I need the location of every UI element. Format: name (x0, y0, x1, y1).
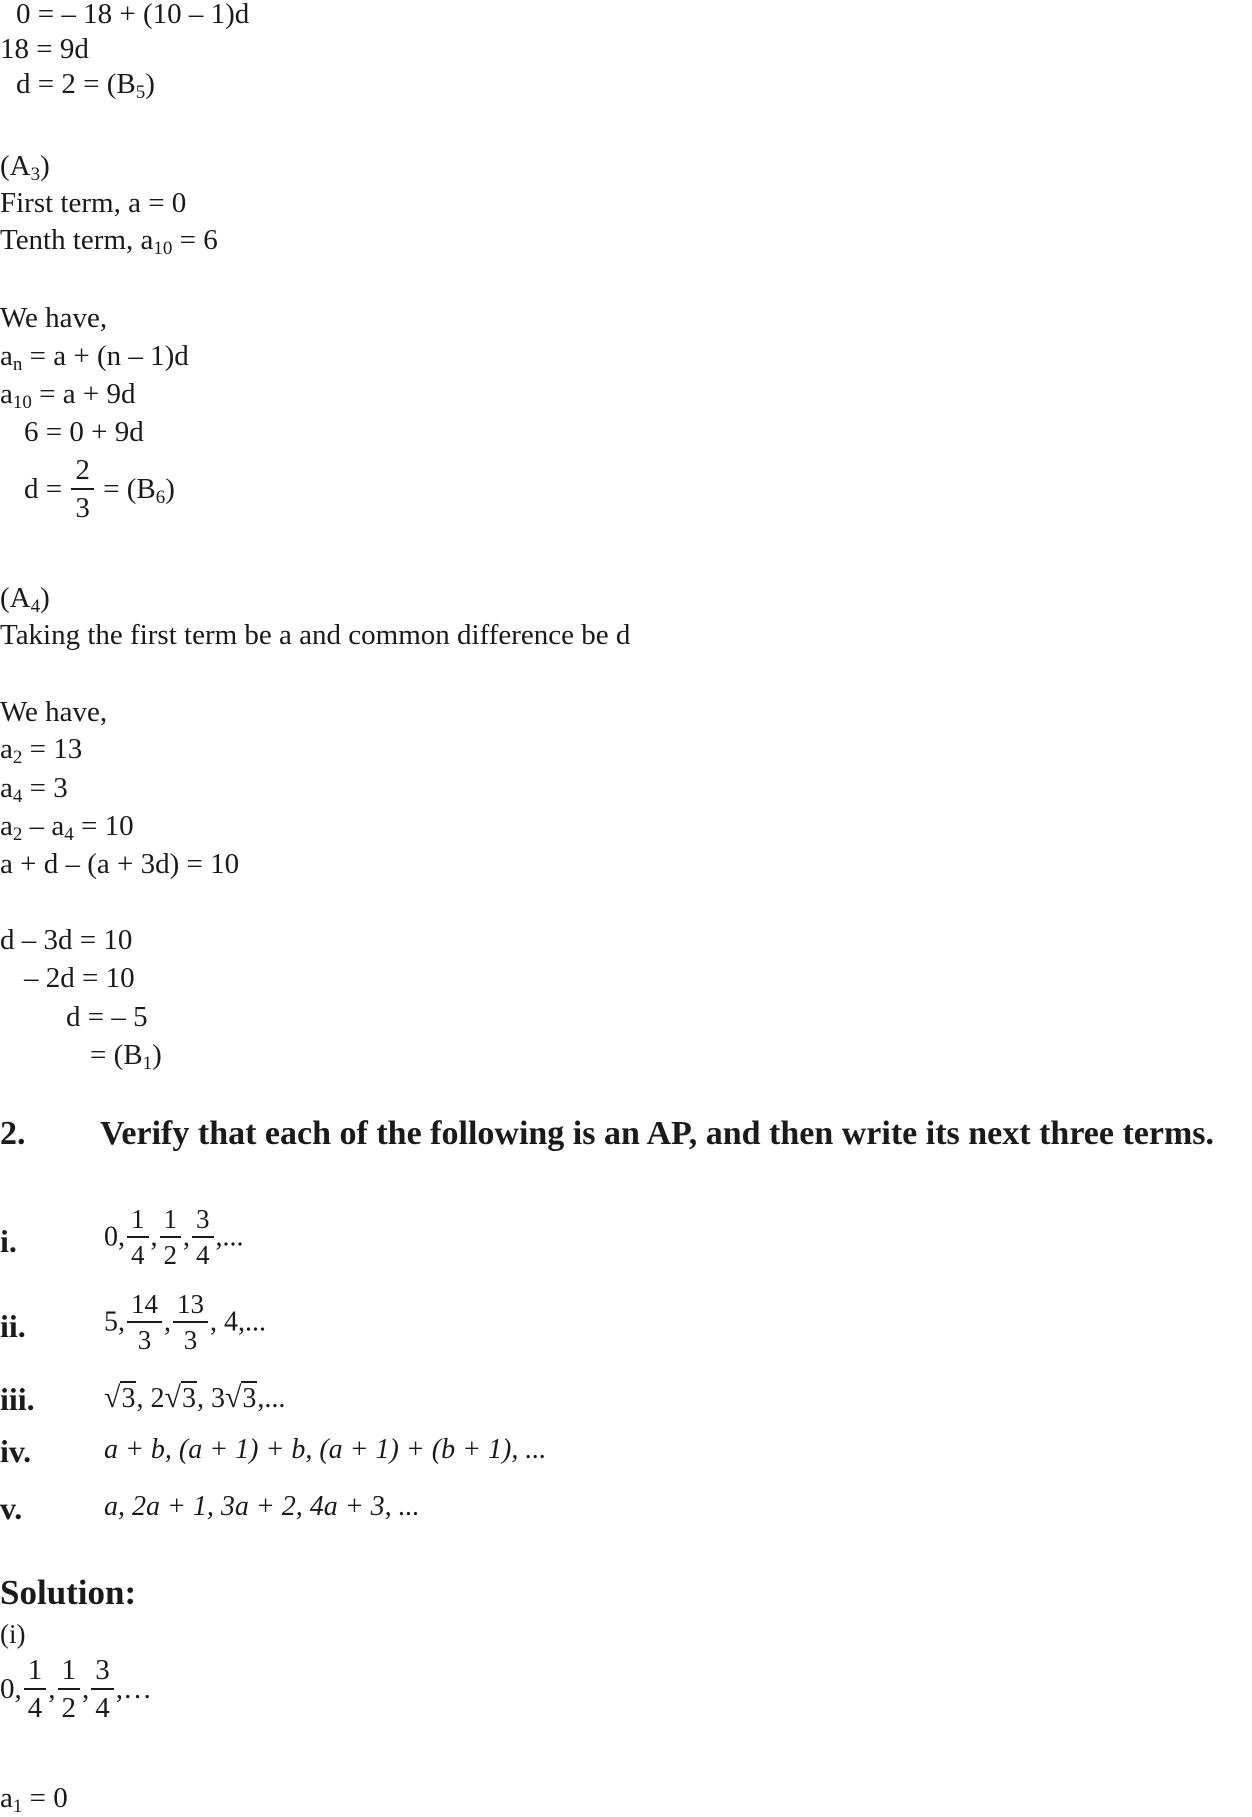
equation-line: $a_2 - a_4 = 10$ (0, 810, 134, 845)
text-line: We have, (0, 302, 108, 334)
equation-line: $d = 2 = (B_5)$ (16, 68, 155, 103)
fraction: $\frac{1}{2}$ (160, 1206, 182, 1269)
sqrt: √3 (224, 1381, 257, 1414)
section-label: $(A_4)$ (0, 582, 50, 617)
item-expression: √3, 2√3, 3√3,... (104, 1380, 285, 1417)
equation-line: d = – 5 (66, 1001, 148, 1033)
fraction: $\frac{14}{3}$ (127, 1291, 162, 1354)
sequence-expression: 0, $\frac{1}{4}$ , $\frac{1}{2}$ , $\frac{3}{4}$ ,… (0, 1654, 152, 1724)
fraction-equation: d = $\frac{2}{3}$ = $(B_6)$ (24, 454, 175, 524)
sqrt: √3 (164, 1381, 196, 1414)
item-label: ii. (0, 1308, 26, 1344)
item-expression: 5, $\frac{14}{3}$ , $\frac{13}{3}$ , 4,... (104, 1289, 266, 1355)
equation-line: 18 = 9d (0, 33, 89, 65)
text-line: Tenth term, $a_{10} = 6$ (0, 224, 218, 259)
part-label: (i) (0, 1619, 26, 1649)
item-label: i. (0, 1223, 17, 1259)
item-label: v. (0, 1490, 23, 1526)
equation-line: d – 3d = 10 (0, 924, 133, 956)
equation-line: – 2d = 10 (24, 962, 135, 994)
item-expression: a + b, (a + 1) + b, (a + 1) + (b + 1), ... (104, 1434, 547, 1465)
fraction: $\frac{1}{4}$ (24, 1656, 47, 1723)
fraction: $\frac{13}{3}$ (173, 1291, 208, 1354)
sqrt: √3 (104, 1381, 136, 1414)
question-text: Verify that each of the following is an AP, and then write its next three terms. (100, 1115, 1215, 1152)
fraction: $\frac{1}{4}$ (127, 1206, 149, 1269)
equation-line: $a_1 = 0$ (0, 1782, 68, 1817)
section-label: $(A_3)$ (0, 150, 50, 185)
equation-line: 6 = 0 + 9d (24, 416, 144, 448)
item-expression: a, 2a + 1, 3a + 2, 4a + 3, ... (104, 1491, 420, 1522)
text-line: We have, (0, 696, 108, 728)
item-expression: 0, $\frac{1}{4}$ , $\frac{1}{2}$ , $\frac{3}{4}$ ,... (104, 1204, 244, 1270)
fraction: $\frac{1}{2}$ (58, 1656, 81, 1723)
equation-line: $a_n = a + (n - 1)d$ (0, 340, 189, 375)
item-label: iii. (0, 1381, 35, 1417)
text-line: Taking the first term be a and common difference be d (0, 619, 631, 651)
equation-line: = $(B_1)$ (90, 1039, 162, 1074)
fraction: $\frac{3}{4}$ (192, 1206, 214, 1269)
question-number: 2. (0, 1115, 26, 1152)
equation-line: $a_2 = 13$ (0, 733, 83, 768)
solution-heading: Solution: (0, 1573, 137, 1612)
equation-line: a + d – (a + 3d) = 10 (0, 848, 240, 880)
equation-line: $a_4 = 3$ (0, 772, 68, 807)
equation-line: $a_{10} = a + 9d$ (0, 378, 136, 413)
equation-line: 0 = – 18 + (10 – 1)d (16, 0, 250, 30)
fraction: $\frac{2}{3}$ (71, 456, 94, 523)
fraction: $\frac{3}{4}$ (91, 1656, 114, 1723)
text-line: First term, a = 0 (0, 187, 187, 219)
item-label: iv. (0, 1433, 32, 1469)
